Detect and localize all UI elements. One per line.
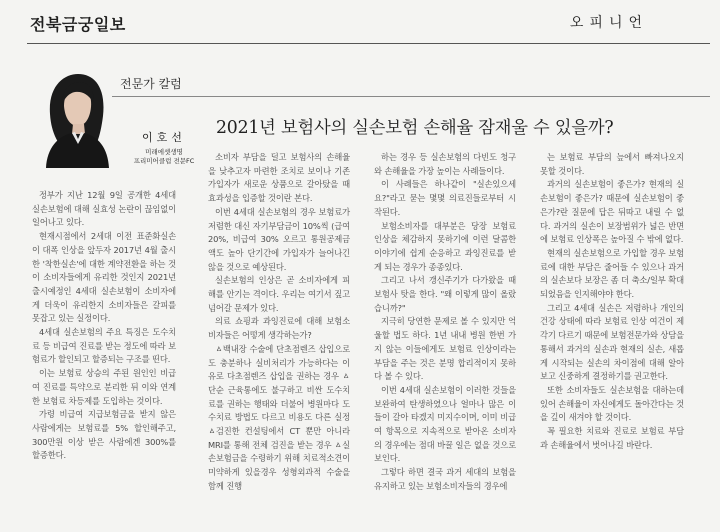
paragraph: 하는 경우 등 실손보험의 다빈도 청구와 손해율을 가장 높이는 사례들이다. xyxy=(374,152,516,176)
paragraph: 그리고 4세대 실손은 저렴하나 개인의 건강 상태에 따라 보험료 인상 여건이 제각기 다르기 때문에 보험전문가와 상담을 통해서 과거의 실손과 현재의 실손, 새롭게 시작되는 실손의 차이점에 대해 알아보고 신중하게 결정하기를 권고한다. xyxy=(540,302,684,382)
author-org-line-2: 프리미어클럽 전문FC xyxy=(133,156,195,165)
paragraph: 가령 비급여 지급보험금을 받지 않은 사람에게는 보험료를 5% 할인해주고, 300만원 이상 받은 사람에겐 300%를 할증한다. xyxy=(32,409,176,461)
paragraph: 4세대 실손보험의 주요 특징은 도수치료 등 비급여 진료를 받는 정도에 따라 보험료가 할인되고 할증되는 구조를 띤다. xyxy=(32,327,176,365)
column-label: 전문가 칼럼 xyxy=(120,77,182,91)
article-column-4 xyxy=(540,151,684,452)
author-name: 이호선 xyxy=(142,131,186,144)
article-column-2 xyxy=(208,151,350,494)
paragraph: 실손보험의 인상은 곧 소비자에게 피해를 안기는 격이다. 우리는 여기서 짚고 넘어갈 문제가 있다. xyxy=(208,275,350,313)
paragraph: 의료 쇼핑과 과잉진료에 대해 보험소비자들은 어떻게 생각하는가? xyxy=(208,316,350,341)
author-photo xyxy=(40,70,114,168)
paragraph: 꼭 필요한 치료와 진료로 보험료 부담과 손해율에서 벗어나길 바란다. xyxy=(540,426,684,450)
paragraph: 소비자 부담을 덜고 보험사의 손해율을 낮추고자 마련한 조치로 보이나 기존 가입자가 새로운 상품으로 갈아탔을 때 효과성을 입증할 것이란 본다. xyxy=(208,152,350,204)
article-column-3 xyxy=(374,151,516,494)
article-column-1 xyxy=(32,189,176,463)
author-org xyxy=(118,148,210,165)
section-name: 오피니언 xyxy=(569,15,648,31)
paragraph: 보험소비자를 대부분은 당장 보험료 인상을 체감하지 못하기에 이런 달콤한 이야기에 쉽게 순응하고 과잉진료를 받게 되는 경우가 종종있다. xyxy=(374,220,516,272)
paragraph: 는 보험료 부담의 늪에서 빠져나오지 못할 것이다. xyxy=(540,152,684,176)
masthead xyxy=(0,0,720,44)
paragraph: 정부가 지난 12월 9일 공개한 4세대 실손보험에 대해 실효성 논란이 끊임없이 일어나고 있다. xyxy=(32,190,176,228)
paragraph: 이번 4세대 실손보험이 이러한 것들을 보완하여 탄생하였으나 얼마나 많은 이들이 갈아 타겠지 미지수이며, 이미 비급여 항목으로 지속적으로 받아온 소비자의 경우에는 점대 바꿀 일은 없을 것으로 보인다. xyxy=(374,384,516,464)
masthead-divider xyxy=(27,43,710,44)
article-headline: 2021년 보험사의 실손보험 손해율 잠재울 수 있을까? xyxy=(216,118,614,138)
paragraph: 또한 소비자들도 실손보험을 대하는데 있어 손해율이 자신에게도 돌아간다는 것을 깊이 새겨야 할 것이다. xyxy=(540,384,684,423)
paragraph: 지극히 당연한 문제로 볼 수 있지만 억울할 법도 하다. 1년 내내 병원 한번 가지 않는 이들에게도 보험료 인상이라는 부담을 주는 것은 분명 합리적이지 못하다 볼 수 있다. xyxy=(374,316,516,382)
paragraph: ㅿ백내장 수술에 단초점렌즈 삽입으로도 충분하나 실비처리가 가능하다는 이유로 다초점렌즈 삽입을 권하는 경우 ㅿ단순 근육통에도 불구하고 비싼 도수치료를 권하는 행태와 더불어 병원마다 도수치료 방법도 다르고 비용도 다른 실정 ㅿ검진한 컨설팅에서 CT 뿐만 아니라 MRI를 통해 전체 검진을 받는 경우 ㅿ실손보험금을 수령하기 위해 치료적소견이 미약하게 있을경우 성형외과적 수술을 함께 진행 xyxy=(208,343,350,491)
author-byline xyxy=(118,129,210,165)
paragraph: 그리고 나서 갱신주기가 다가왔을 때 보험사 탓을 한다. "왜 이렇게 많이 올랐습니까?" xyxy=(374,275,516,313)
paragraph: 현재의 실손보험으로 가입할 경우 보험료에 대한 부담은 줄어들 수 있으나 과거의 실손보다 보장은 좀 더 축소/일부 확대되었음을 인지해야야 한다. xyxy=(540,247,684,300)
paragraph: 이번 4세대 실손보험의 경우 보험료가 저렴한 대신 자기부담금이 10%씩 (급여 20%, 비급여 30% 오르고 통원공제금액도 높아 단기간에 가입자가 늘어나긴 않을 것으로 예상된다. xyxy=(208,206,350,272)
author-org-line-1: 미래에셋생명 xyxy=(145,148,183,156)
author-portrait-icon xyxy=(40,70,114,168)
label-divider xyxy=(112,96,710,97)
paragraph: 그렇다 하면 결국 과거 세대의 보험을 유지하고 있는 보험소비자들의 경우에 xyxy=(374,467,516,491)
newspaper-name: 전북금궁일보 xyxy=(30,15,126,34)
paragraph: 과거의 실손보험이 좋은가? 현재의 실손보험이 좋은가? 때문에 실손보험이 좋은가?란 질문에 답은 뒤따고 내릴 수 없다. 과거의 실손이 보장범위가 넓은 반면에 보험료 인상폭은 높아질 수 밖에 없다. xyxy=(540,179,684,245)
paragraph: 이는 보험료 상승의 주된 원인인 비급여 진료를 특약으로 분리한 뒤 이와 연계한 보험료 차등제를 도입하는 것이다. xyxy=(32,368,176,406)
paragraph: 현재시점에서 2세대 이전 표준화실손이 대폭 인상을 앞두자 2017년 4월 출시한 '착한실손'에 대한 계약전환을 하는 것이 소비자들에게 유리한 것인지 2021년 출시예정인 4세대 실손보험이 소비자에게 더욱이 유리한지 소비자들은 갈피를 못잡고 있는 실정이다. xyxy=(32,231,176,324)
paragraph: 이 사례들은 하나같이 "실손있으세요?"라고 묻는 몇몇 의료진들로부터 시작된다. xyxy=(374,179,516,217)
